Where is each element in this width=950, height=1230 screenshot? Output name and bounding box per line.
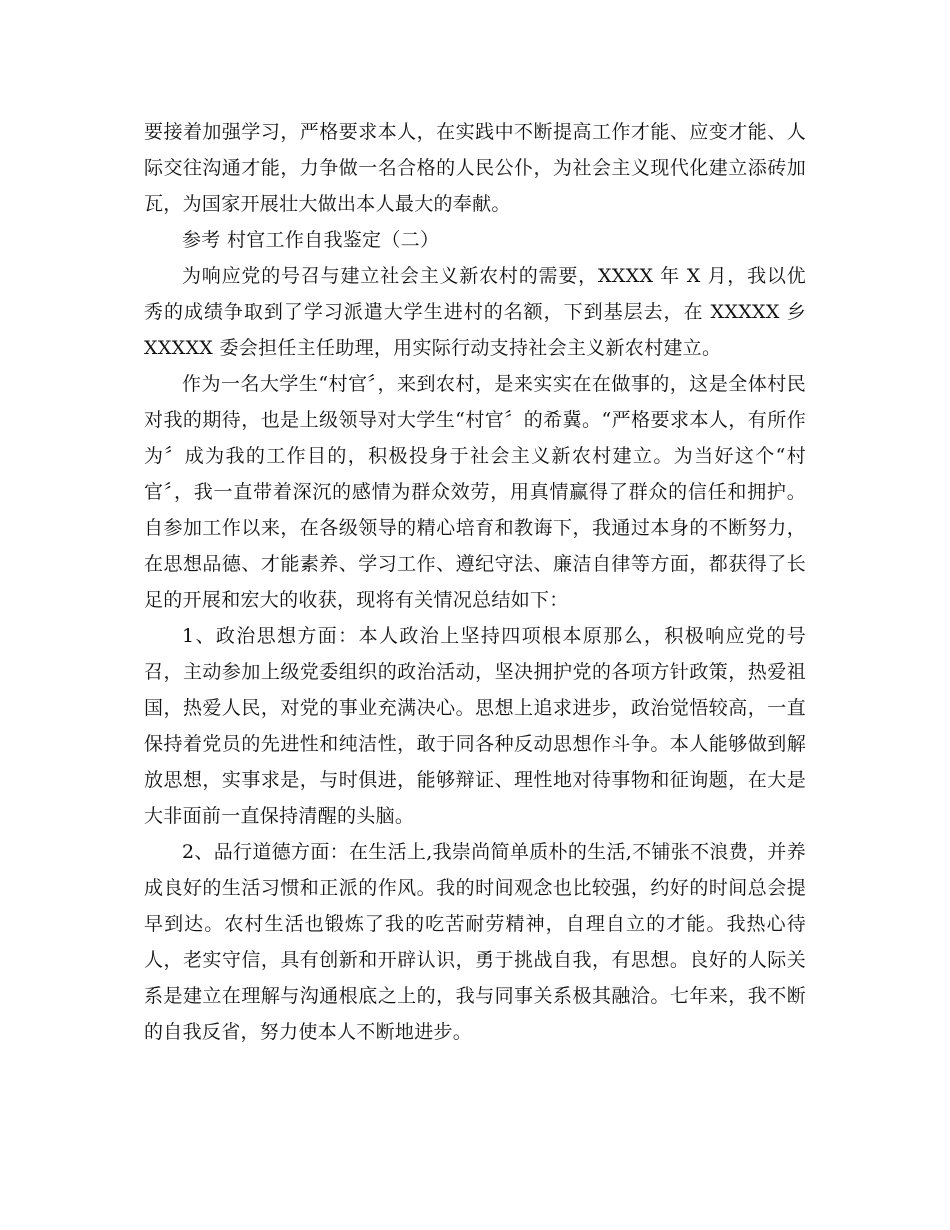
paragraph-intro: 为响应党的号召与建立社会主义新农村的需要，XXXX 年 X 月，我以优秀的成绩争取到了学习派遣大学生进村的名额，下到基层去，在 XXXXX 乡 XXXXX 委会担任主任助理，用实际行动支持社会主义新农村建立。 — [144, 265, 806, 359]
paragraph-continuation: 要接着加强学习，严格要求本人，在实践中不断提高工作才能、应变才能、人际交往沟通才能，力争做一名合格的人民公仆，为社会主义现代化建立添砖加瓦，为国家开展壮大做出本人最大的奉献。 — [144, 121, 806, 215]
paragraph-moral-conduct: 2、品行道德方面：在生活上,我崇尚简单质朴的生活,不铺张不浪费，并养成良好的生活习惯和正派的作风。我的时间观念也比较强，约好的时间总会提早到达。农村生活也锻炼了我的吃苦耐劳精神，自理自立的才能。我热心待人，老实守信，具有创新和开辟认识，勇于挑战自我，有思想。良好的人际关系是建立在理解与沟通根底之上的，我与同事关系极其融洽。七年来，我不断的自我反省，努力使本人不断地进步。 — [144, 841, 806, 1043]
paragraph-village-official: 作为一名大学生“村官〞，来到农村，是来实实在在做事的，这是全体村民对我的期待，也是上级领导对大学生“村官〞的希冀。“严格要求本人，有所作为〞成为我的工作目的，积极投身于社会主义新农村建立。为当好这个“村官〞，我一直带着深沉的感情为群众效劳，用真情赢得了群众的信任和拥护。自参加工作以来，在各级领导的精心培育和教诲下，我通过本身的不断努力，在思想品德、才能素养、学习工作、遵纪守法、廉洁自律等方面，都获得了长足的开展和宏大的收获，现将有关情况总结如下： — [144, 373, 806, 611]
paragraph-political-thought: 1、政治思想方面：本人政治上坚持四项根本原那么，积极响应党的号召，主动参加上级党委组织的政治活动，坚决拥护党的各项方针政策，热爱祖国，热爱人民，对党的事业充满决心。思想上追求进步，政治觉悟较高，一直保持着党员的先进性和纯洁性，敢于同各种反动思想作斗争。本人能够做到解放思想，实事求是，与时俱进，能够辩证、理性地对待事物和征询题，在大是大非面前一直保持清醒的头脑。 — [144, 625, 806, 827]
section-heading: 参考 村官工作自我鉴定（二） — [182, 229, 440, 251]
document-body — [144, 114, 806, 1050]
